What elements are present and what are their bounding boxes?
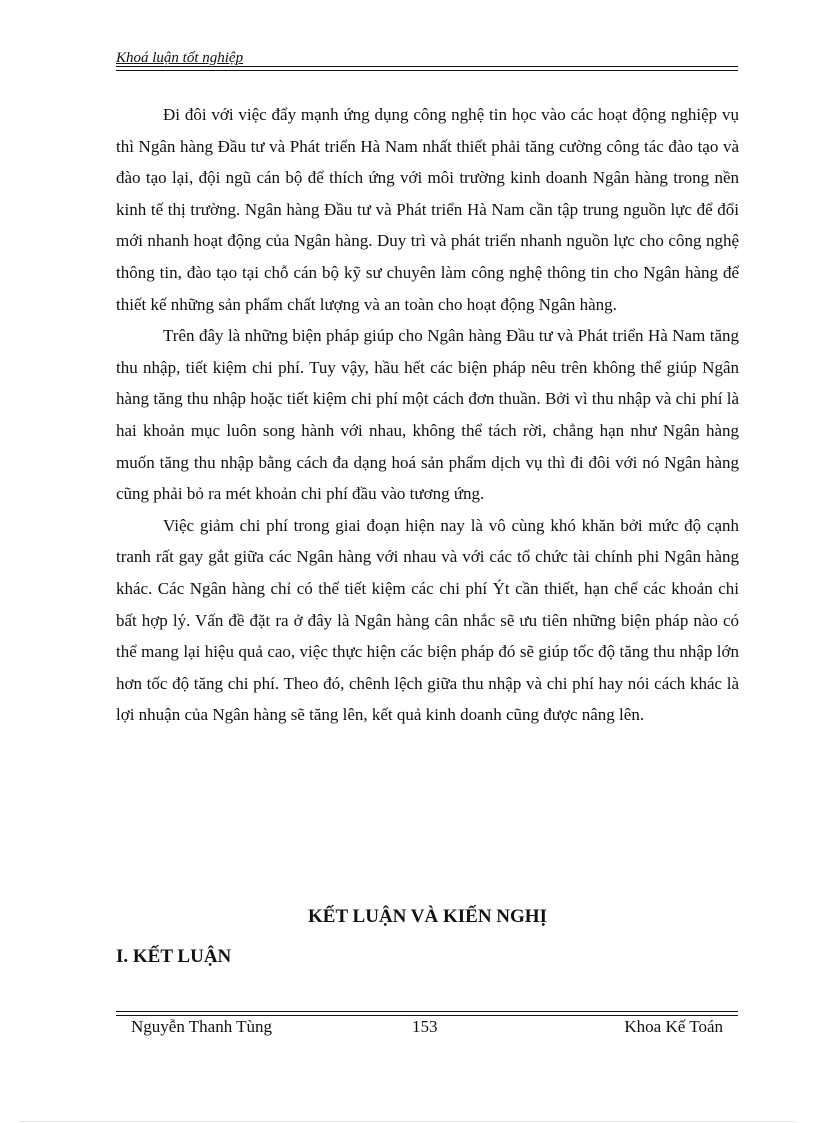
footer-rule <box>116 1011 738 1012</box>
footer-rule-secondary <box>116 1015 738 1016</box>
subsection-title: I. KẾT LUẬN <box>116 946 232 967</box>
header-rule <box>116 66 738 67</box>
paragraph-2: Trên đây là những biện pháp giúp cho Ngân hàng Đầu tư và Phát triển Hà Nam tăng thu nhập, tiết kiệm chi phí. Tuy vậy, hầu hết các biện pháp nêu trên không thể giúp Ngân hàng tăng thu nhập hoặc tiết kiệm chi phí một cách đơn thuần. Bởi vì thu nhập và chi phí là hai khoản mục luôn song hành với nhau, không thể tách rời, chẳng hạn như Ngân hàng muốn tăng thu nhập bằng cách đa dạng hoá sản phẩm dịch vụ thì đi đôi với nó Ngân hàng cũng phải bỏ ra mét khoản chi phí đầu vào tương ứng. <box>116 326 739 504</box>
paragraph-1: Đi đôi với việc đẩy mạnh ứng dụng công nghệ tin học vào các hoạt động nghiệp vụ thì Ngân hàng Đầu tư và Phát triển Hà Nam nhất thiết phải tăng cường công tác đào tạo và đào tạo lại, đội ngũ cán bộ để thích ứng với môi trường kinh doanh Ngân hàng trong nền kinh tế thị trường. Ngân hàng Đầu tư và Phát triển Hà Nam cần tập trung nguồn lực để đổi mới nhanh hoạt động của Ngân hàng. Duy trì và phát triển nhanh nguồn lực cho công nghệ thông tin, đào tạo tại chỗ cán bộ kỹ sư chuyên làm công nghệ thông tin cho Ngân hàng để thiết kế những sản phẩm chất lượng và an toàn cho hoạt động Ngân hàng. <box>116 105 739 314</box>
header-rule-secondary <box>116 70 738 71</box>
footer-author: Nguyễn Thanh Tùng <box>131 1017 273 1036</box>
body-text <box>116 99 739 731</box>
page-bottom-edge <box>20 1121 796 1122</box>
footer-department: Khoa Kế Toán <box>624 1017 723 1036</box>
header-title: Khoá luận tốt nghiệp <box>116 50 244 66</box>
paragraph-3: Việc giảm chi phí trong giai đoạn hiện nay là vô cùng khó khăn bởi mức độ cạnh tranh rất gay gắt giữa các Ngân hàng với nhau và với các tổ chức tài chính phi Ngân hàng khác. Các Ngân hàng chỉ có thể tiết kiệm các chi phí Ýt cần thiết, hạn chế các khoản chi bất hợp lý. Vấn đề đặt ra ở đây là Ngân hàng cân nhắc sẽ ưu tiên những biện pháp nào có thể mang lại hiệu quả cao, việc thực hiện các biện pháp đó sẽ giúp tốc độ tăng thu nhập lớn hơn tốc độ tăng chi phí. Theo đó, chênh lệch giữa thu nhập và chi phí hay nói cách khác là lợi nhuận của Ngân hàng sẽ tăng lên, kết quả kinh doanh cũng được nâng lên. <box>116 515 739 725</box>
footer-page-number: 153 <box>412 1017 438 1036</box>
section-title: KẾT LUẬN VÀ KIẾN NGHỊ <box>308 906 547 927</box>
